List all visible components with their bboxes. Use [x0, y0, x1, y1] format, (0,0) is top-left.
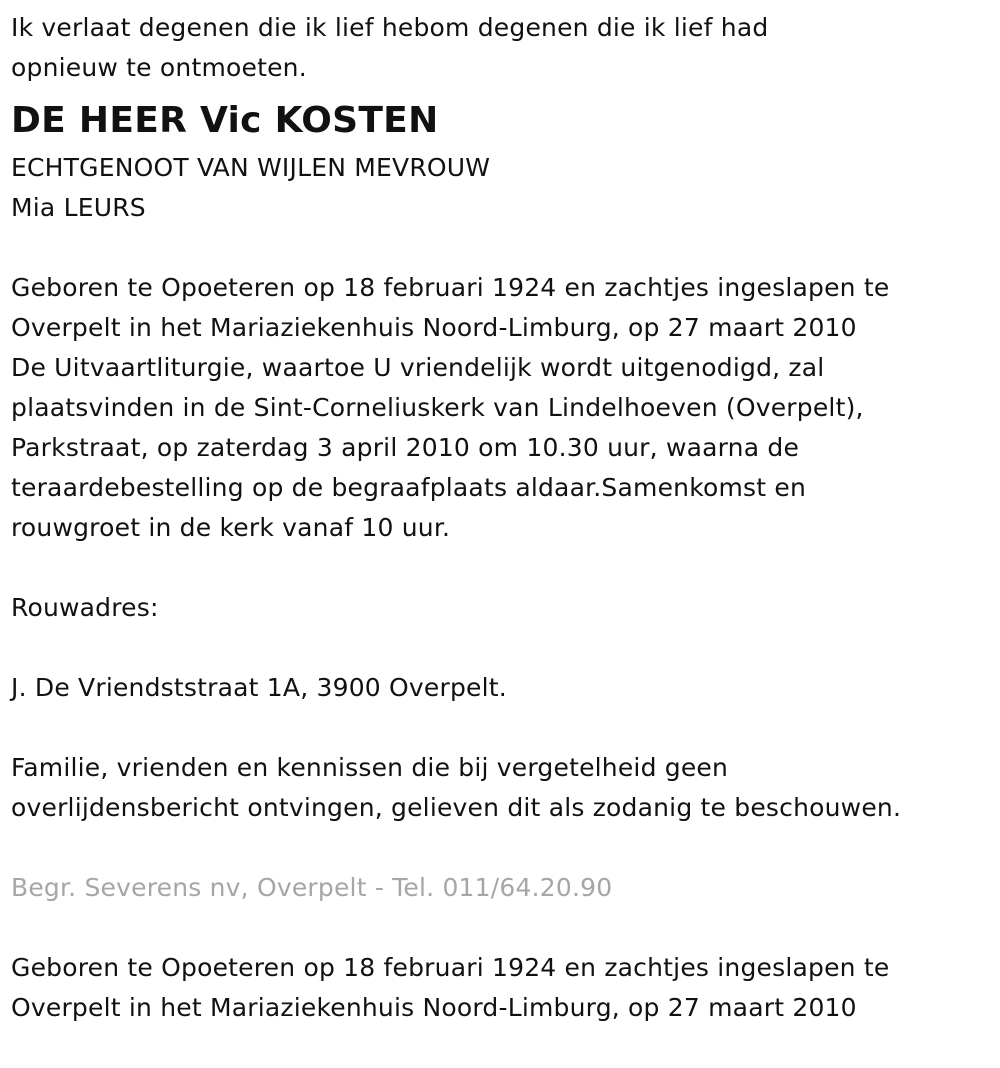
spouse-name: Mia LEURS [11, 193, 146, 222]
announcement-line: rouwgroet in de kerk vanaf 10 uur. [11, 513, 451, 542]
spacer [11, 628, 1000, 668]
repeat-line: Overpelt in het Mariaziekenhuis Noord-Limburg, op 27 maart 2010 [11, 993, 857, 1022]
notice-line: Familie, vrienden en kennissen die bij vergetelheid geen [11, 753, 729, 782]
quote-line: Ik verlaat degenen die ik lief hebom degenen die ik lief had [11, 13, 769, 42]
quote-line: opnieuw te ontmoeten. [11, 53, 307, 82]
announcement-line: teraardebestelling op de begraafplaats aldaar.Samenkomst en [11, 473, 807, 502]
repeat-line: Geboren te Opoeteren op 18 februari 1924 en zachtjes ingeslapen te [11, 953, 890, 982]
address-label: Rouwadres: [11, 593, 159, 622]
opening-quote [11, 8, 1000, 88]
spouse-line: ECHTGENOOT VAN WIJLEN MEVROUW [11, 153, 491, 182]
announcement-paragraph [11, 268, 1000, 548]
spacer [11, 548, 1000, 588]
announcement-line: Parkstraat, op zaterdag 3 april 2010 om 10.30 uur, waarna de [11, 433, 800, 462]
notice-paragraph [11, 748, 1000, 828]
address-value: J. De Vriendststraat 1A, 3900 Overpelt. [11, 673, 507, 702]
repeat-paragraph [11, 948, 1000, 1028]
undertaker-info: Begr. Severens nv, Overpelt - Tel. 011/64.20.90 [11, 873, 613, 902]
spacer [11, 908, 1000, 948]
announcement-line: Geboren te Opoeteren op 18 februari 1924 en zachtjes ingeslapen te [11, 273, 890, 302]
announcement-line: De Uitvaartliturgie, waartoe U vriendelijk wordt uitgenodigd, zal [11, 353, 825, 382]
announcement-line: plaatsvinden in de Sint-Corneliuskerk van Lindelhoeven (Overpelt), [11, 393, 864, 422]
spacer [11, 228, 1000, 268]
announcement-line: Overpelt in het Mariaziekenhuis Noord-Limburg, op 27 maart 2010 [11, 313, 857, 342]
deceased-name: DE HEER Vic KOSTEN [11, 100, 439, 141]
notice-line: overlijdensbericht ontvingen, gelieven dit als zodanig te beschouwen. [11, 793, 902, 822]
spacer [11, 708, 1000, 748]
spacer [11, 828, 1000, 868]
